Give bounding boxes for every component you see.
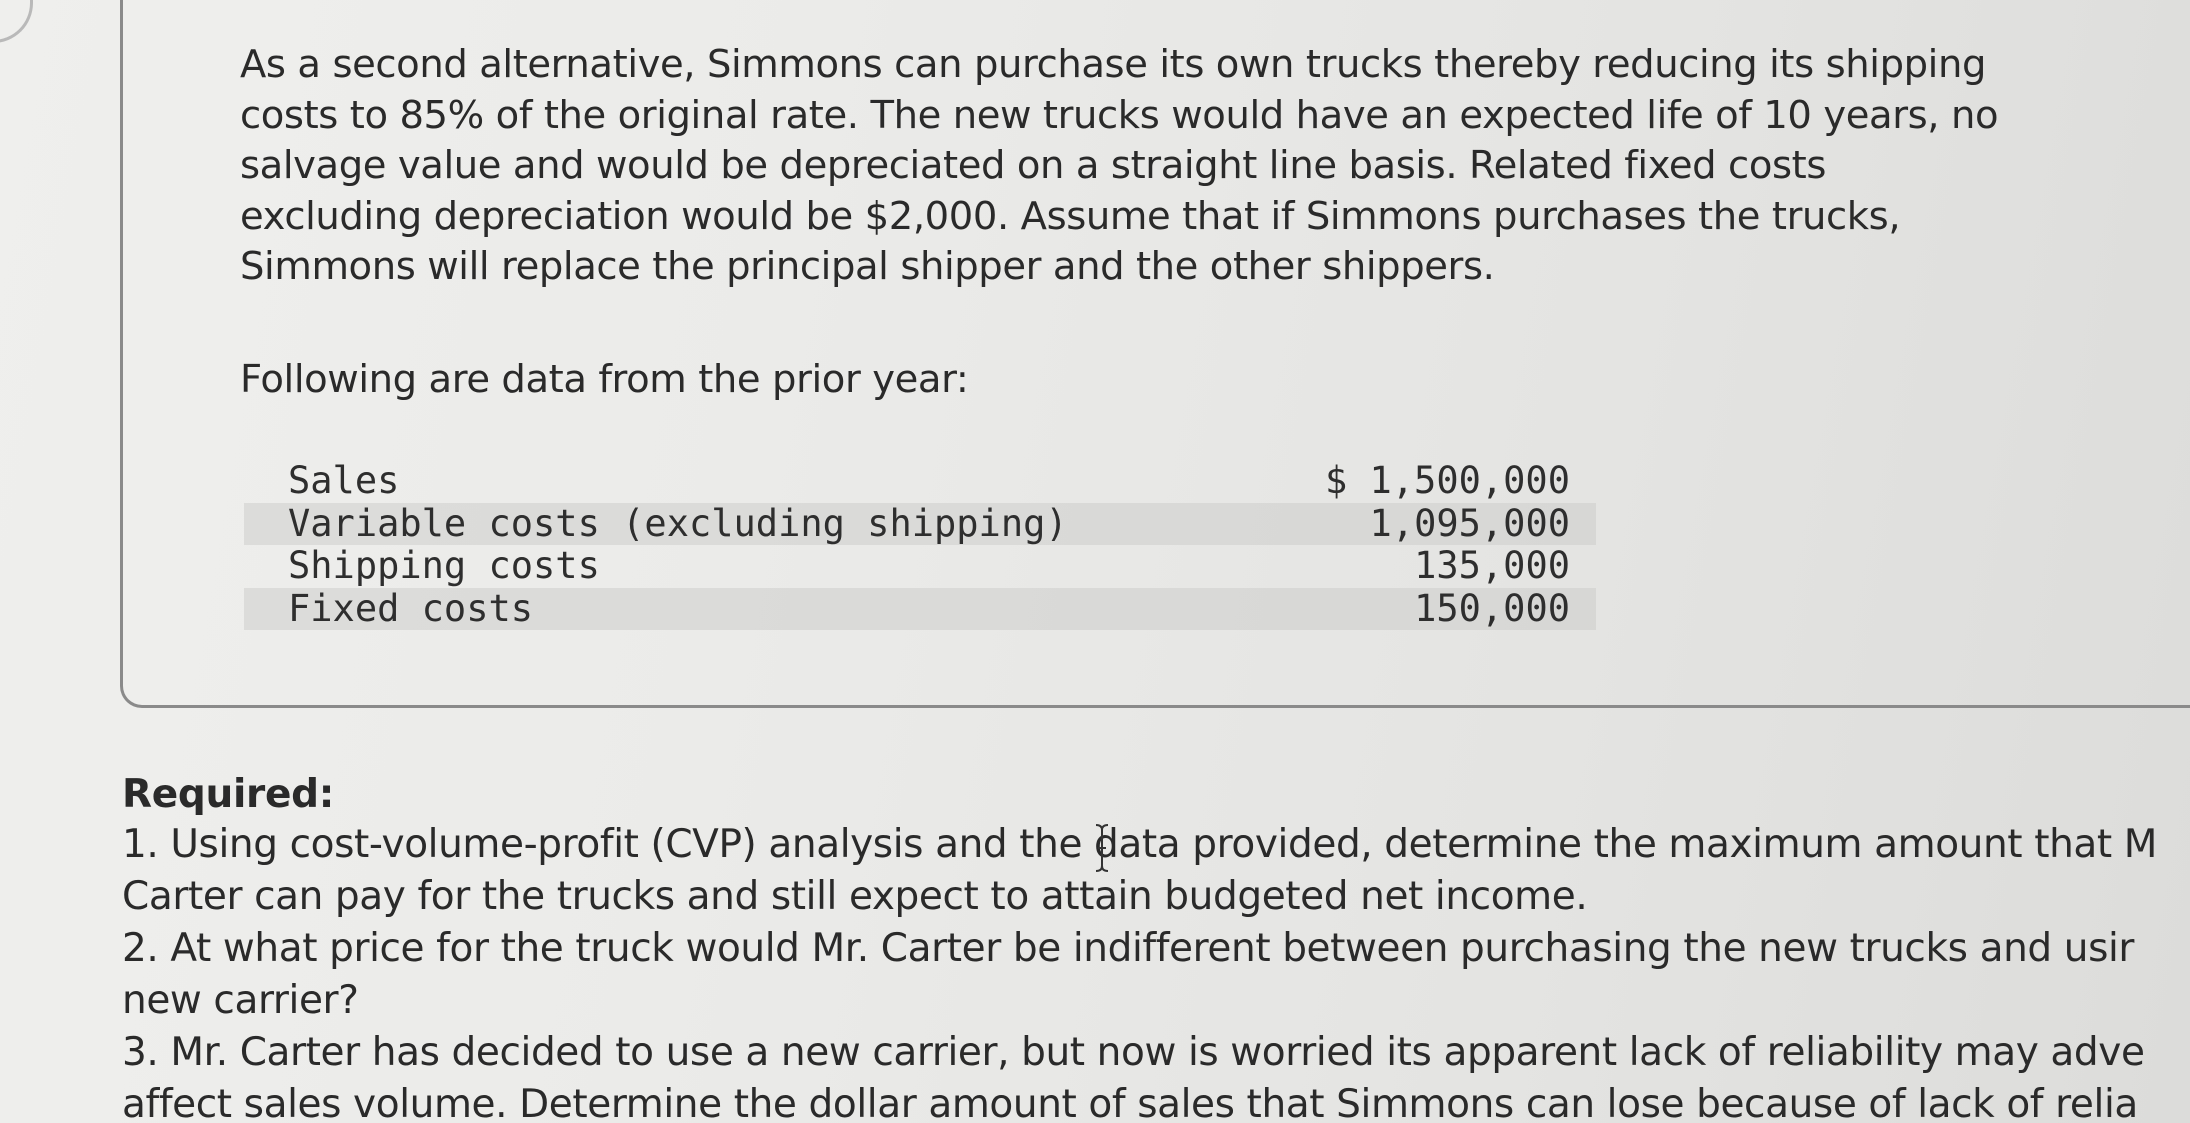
row-label: Fixed costs (244, 588, 1261, 631)
list-item (122, 1027, 2182, 1123)
row-label: Variable costs (excluding shipping) (244, 503, 1261, 546)
question-line: affect sales volume. Determine the dollar amount of sales that Simmons can lose because of lack of relia (122, 1082, 2138, 1123)
paragraph-line: salvage value and would be depreciated on a straight line basis. Related fixed costs (240, 143, 1826, 188)
table-row (244, 545, 1596, 588)
previous-box-corner (0, 0, 33, 43)
problem-paragraph (240, 40, 2100, 293)
row-value: 150,000 (1261, 588, 1596, 631)
row-value: 1,095,000 (1261, 503, 1596, 546)
question-line: new carrier? (122, 978, 359, 1023)
required-questions-list (122, 819, 2182, 1123)
required-heading: Required: (122, 772, 335, 817)
list-item (122, 819, 2182, 923)
question-line: Carter can pay for the trucks and still expect to attain budgeted net income. (122, 874, 1588, 919)
question-line: 3. Mr. Carter has decided to use a new carrier, but now is worried its apparent lack of reliability may adve (122, 1030, 2145, 1075)
question-line: 2. At what price for the truck would Mr. Carter be indifferent between purchasing the new trucks and usir (122, 926, 2135, 971)
row-value: 135,000 (1414, 544, 1570, 587)
paragraph-line: costs to 85% of the original rate. The new trucks would have an expected life of 10 years, no (240, 92, 1999, 138)
question-line: 1. Using cost-volume-profit (CVP) analysis and the data provided, determine the maximum amount that M (122, 822, 2158, 867)
prior-year-data-table (244, 460, 1596, 630)
row-value: $ 1,500,000 (1324, 459, 1570, 502)
table-row (244, 460, 1596, 503)
row-label: Sales (288, 459, 400, 502)
data-intro-text: Following are data from the prior year: (240, 357, 969, 402)
paragraph-line: excluding depreciation would be $2,000. Assume that if Simmons purchases the trucks, (240, 193, 1901, 239)
table-row (244, 503, 1596, 546)
list-item (122, 923, 2182, 1027)
row-label: Shipping costs (288, 544, 600, 587)
table-row (244, 588, 1596, 631)
paragraph-line: Simmons will replace the principal shipper and the other shippers. (240, 244, 1495, 289)
paragraph-line: As a second alternative, Simmons can purchase its own trucks thereby reducing its shipping (240, 42, 1986, 87)
text-cursor-icon (1093, 822, 1111, 874)
